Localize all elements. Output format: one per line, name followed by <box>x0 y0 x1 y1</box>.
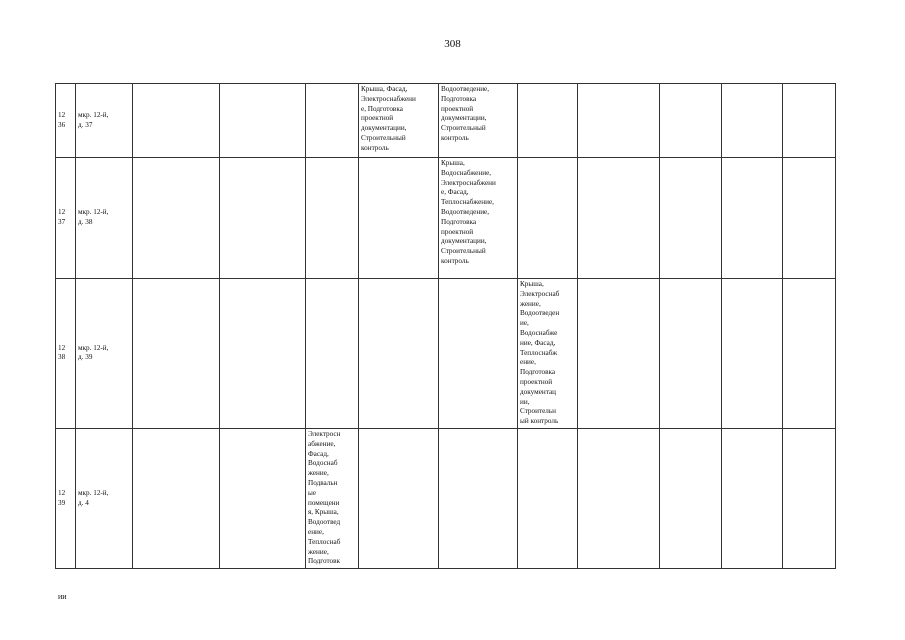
empty-cell <box>133 158 220 279</box>
empty-cell <box>783 428 836 568</box>
empty-cell <box>660 158 722 279</box>
address-cell: мкр. 12-й, д. 37 <box>76 84 133 158</box>
row-number: 12 39 <box>56 428 76 568</box>
empty-cell <box>518 428 578 568</box>
work-types-cell: Водоотведение, Подготовка проектной документации, Строительный контроль <box>439 84 518 158</box>
empty-cell <box>306 158 359 279</box>
empty-cell <box>220 279 306 429</box>
page-number: 308 <box>444 38 461 50</box>
table-row <box>56 428 836 568</box>
empty-cell <box>306 279 359 429</box>
work-types-cell: Крыша, Фасад, Электроснабжени е, Подготовка проектной документации, Строительный контроль <box>359 84 439 158</box>
empty-cell <box>133 279 220 429</box>
empty-cell <box>660 84 722 158</box>
empty-cell <box>722 279 783 429</box>
empty-cell <box>722 428 783 568</box>
empty-cell <box>722 84 783 158</box>
empty-cell <box>578 84 660 158</box>
empty-cell <box>359 158 439 279</box>
empty-cell <box>518 84 578 158</box>
empty-cell <box>722 158 783 279</box>
empty-cell <box>133 84 220 158</box>
address-cell: мкр. 12-й, д. 38 <box>76 158 133 279</box>
empty-cell <box>306 84 359 158</box>
empty-cell <box>660 428 722 568</box>
empty-cell <box>220 84 306 158</box>
row-number: 12 36 <box>56 84 76 158</box>
empty-cell <box>660 279 722 429</box>
row-number: 12 38 <box>56 279 76 429</box>
work-types-cell: Крыша, Водоснабжение, Электроснабжени е, Фасад, Теплоснабжение, Водоотведение, Подготовка проектной документации, Строительный контроль <box>439 158 518 279</box>
table-row <box>56 84 836 158</box>
table-row <box>56 158 836 279</box>
empty-cell <box>783 158 836 279</box>
address-cell: мкр. 12-й, д. 39 <box>76 279 133 429</box>
empty-cell <box>220 428 306 568</box>
empty-cell <box>578 279 660 429</box>
empty-cell <box>439 428 518 568</box>
address-cell: мкр. 12-й, д. 4 <box>76 428 133 568</box>
empty-cell <box>220 158 306 279</box>
empty-cell <box>783 279 836 429</box>
empty-cell <box>578 158 660 279</box>
work-types-cell: Крыша, Электроснаб жение, Водоотведен ие, Водоснабже ние, Фасад, Теплоснабж ение, Подготовка проектной документац ии, Строительн ый контроль <box>518 279 578 429</box>
empty-cell <box>359 428 439 568</box>
work-types-cell: Электросн абжение, Фасад, Водоснаб жение, Подвальн ые помещени я, Крыша, Водоотвед ение, Теплоснаб жение, Подготовк <box>306 428 359 568</box>
footer-text: ии <box>58 592 67 601</box>
empty-cell <box>359 279 439 429</box>
empty-cell <box>133 428 220 568</box>
empty-cell <box>518 158 578 279</box>
empty-cell <box>783 84 836 158</box>
data-table <box>55 83 836 569</box>
table-row <box>56 279 836 429</box>
row-number: 12 37 <box>56 158 76 279</box>
empty-cell <box>578 428 660 568</box>
empty-cell <box>439 279 518 429</box>
